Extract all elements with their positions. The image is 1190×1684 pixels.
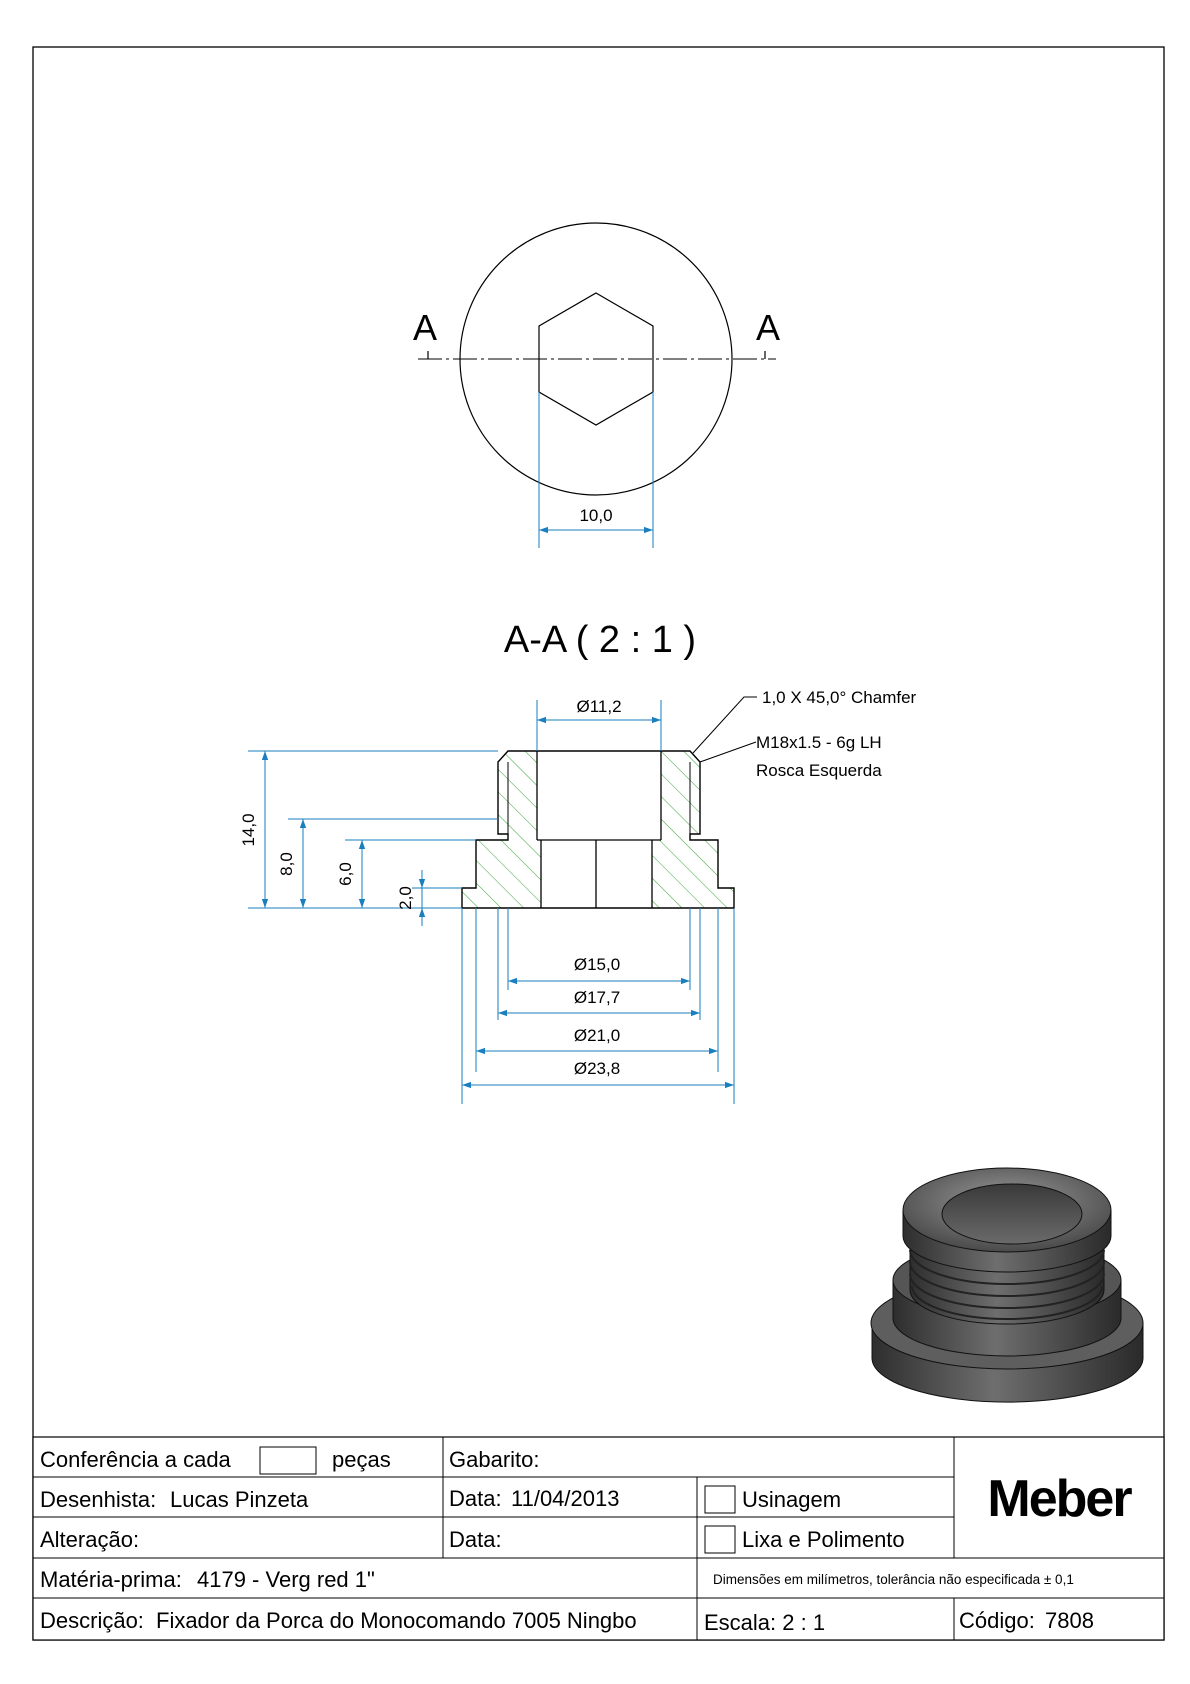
usinagem-checkbox[interactable]	[705, 1486, 735, 1513]
thread-note: M18x1.5 - 6g LH	[756, 733, 882, 752]
section-title: A-A ( 2 : 1 )	[503, 619, 697, 661]
top-view	[413, 223, 780, 548]
iso-3d-view	[871, 1168, 1143, 1402]
alteracao-label: Alteração:	[40, 1527, 140, 1552]
hatch-right	[652, 751, 734, 908]
dim-height-8: 8,0	[277, 852, 296, 876]
gabarito-label: Gabarito:	[449, 1447, 540, 1472]
data2-label: Data:	[449, 1527, 502, 1552]
conferencia-label: Conferência a cada	[40, 1447, 231, 1472]
usinagem-label: Usinagem	[742, 1487, 842, 1512]
meber-logo: Meber	[987, 1470, 1131, 1528]
dim-d177: Ø17,7	[573, 988, 621, 1007]
codigo-label: Código:	[959, 1608, 1035, 1633]
dim-height-6: 6,0	[336, 862, 355, 886]
escala-label: Escala: 2 : 1	[704, 1610, 826, 1635]
dim-d21: Ø21,0	[573, 1026, 621, 1045]
chamfer-note: 1,0 X 45,0° Chamfer	[762, 688, 917, 707]
codigo-value: 7808	[1045, 1608, 1094, 1633]
materia-label: Matéria-prima:	[40, 1567, 182, 1592]
iso-bore	[942, 1184, 1082, 1244]
section-view	[239, 619, 917, 1104]
title-block	[33, 1437, 1164, 1640]
data1-label: Data:	[449, 1486, 502, 1511]
descricao-value: Fixador da Porca do Monocomando 7005 Ningbo	[156, 1608, 637, 1633]
dim-height-total: 14,0	[239, 813, 258, 847]
dim-d15: Ø15,0	[573, 955, 621, 974]
dim-hex-width: 10,0	[579, 506, 613, 525]
hatch-left	[462, 751, 541, 908]
thread-leader	[700, 742, 756, 762]
conferencia-input[interactable]	[260, 1447, 316, 1474]
dim-d238: Ø23,8	[573, 1059, 621, 1078]
section-letter-right: A	[756, 307, 781, 348]
tolerancia-note: Dimensões em milímetros, tolerância não especificada ± 0,1	[713, 1572, 1074, 1587]
section-letter-left: A	[413, 307, 438, 348]
desenhista-value: Lucas Pinzeta	[170, 1487, 309, 1512]
lixa-checkbox[interactable]	[705, 1526, 735, 1553]
data1-value: 11/04/2013	[511, 1486, 620, 1511]
dim-top-diameter: Ø11,2	[576, 697, 622, 716]
descricao-label: Descrição:	[40, 1608, 144, 1633]
lixa-label: Lixa e Polimento	[742, 1527, 905, 1552]
pecas-label: peças	[332, 1447, 391, 1472]
thread-note-2: Rosca Esquerda	[756, 761, 882, 780]
materia-value: 4179 - Verg red 1"	[197, 1567, 375, 1592]
dim-height-2: 2,0	[396, 886, 415, 910]
desenhista-label: Desenhista:	[40, 1487, 157, 1512]
